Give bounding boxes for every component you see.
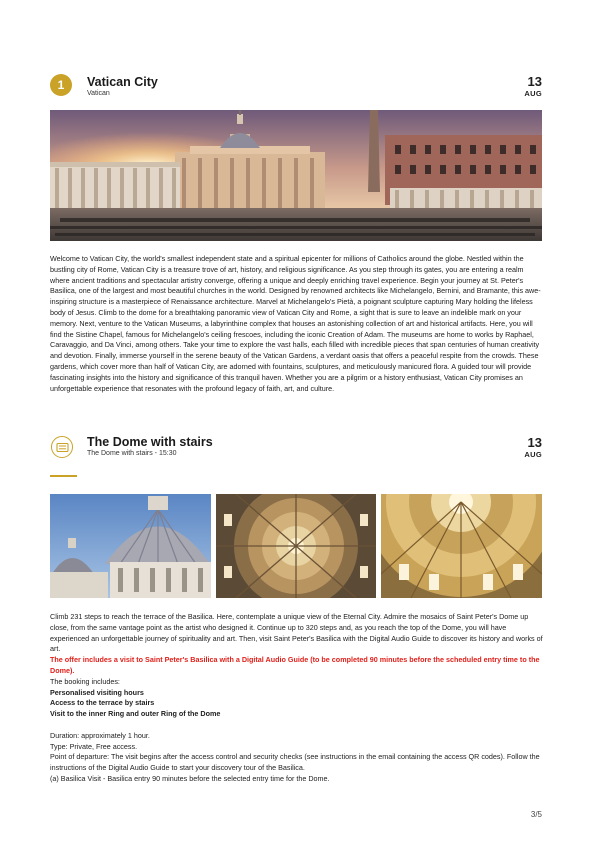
offer-note: The offer includes a visit to Saint Peter's Basilica with a Digital Audio Guide (to be completed 90 minutes before the scheduled entry time to the Dome).	[50, 655, 540, 675]
st-peters-square-photo	[50, 110, 542, 241]
include-item: Access to the terrace by stairs	[50, 698, 155, 708]
includes-label: The booking includes:	[50, 676, 120, 686]
section-number-badge: 1	[50, 74, 72, 96]
section-subtitle: Vatican	[87, 90, 110, 97]
dome-ceiling-photo	[381, 494, 542, 598]
include-item: Personalised visiting hours	[50, 687, 144, 697]
type-text: Type: Private, Free access.	[50, 741, 138, 751]
duration-text: Duration: approximately 1 hour.	[50, 730, 150, 740]
activity-details	[50, 612, 543, 785]
section-title: Vatican City	[87, 75, 158, 89]
date-day: 13	[527, 74, 542, 89]
basilica-note: (a) Basilica Visit - Basilica entry 90 minutes before the selected entry time for the Dome.	[50, 773, 330, 783]
departure-text: Point of departure: The visit begins after the access control and security checks (see instructions in the email containing the access QR codes). Follow the instructions of the Digital Audio Guide to start your discovery tour of the Basilica.	[50, 752, 540, 773]
ticket-icon	[51, 436, 73, 458]
date-month: AUG	[524, 89, 542, 98]
section-description: Welcome to Vatican City, the world's smallest independent state and a spiritual epicenter for millions of Catholics around the globe. Nestled within the bustling city of Rome, Vatican City is a treasure trove of art, history, and religious significance. As you step through its gates, you are entering a realm where ancient traditions and spectacular artistry converge, offering a unique and deeply enriching travel experience. Begin your journey at St. Peter's Basilica, one of the largest and most beautiful churches in the world. Designed by renowned architects like Michelangelo, Bernini, and Bramante, this awe-inspiring structure is a masterpiece of Renaissance architecture. Marvel at Michelangelo's Pietà, a poignant sculpture capturing Mary holding the lifeless body of Jesus. Climb to the dome for a breathtaking panoramic view of Vatican City and Rome, a sight that is sure to leave an indelible mark on your memory. Next, venture to the Vatican Museums, a labyrinthine complex that houses an astonishing collection of art and historical artifacts. Here, you will find the Sistine Chapel, famous for Michelangelo's ceiling frescoes, including the iconic Creation of Adam. The museums are home to works by Raphael, Caravaggio, and Da Vinci, among others. Take your time to explore the vast halls, each filled with incredible pieces that span centuries of human creativity and devotion. Finally, immerse yourself in the serene beauty of the Vatican Gardens, a verdant oasis that offers a peaceful respite from the crowds. These gardens, which cover more than half of Vatican City, are adorned with fountains, sculptures, and meticulously manicured flora. A guided tour will provide fascinating insights into the history and significance of this tranquil haven. Whether you are a pilgrim or a history enthusiast, Vatican City promises an unforgettable experience that resonates with the profound legacy of faith, art, and culture.	[50, 254, 541, 393]
accent-divider	[50, 475, 77, 477]
activity-subtitle: The Dome with stairs - 15:30	[87, 450, 177, 457]
activity-date-month: AUG	[524, 450, 542, 459]
activity-date-day: 13	[527, 435, 542, 450]
page-number: 3/5	[530, 810, 542, 819]
include-item: Visit to the inner Ring and outer Ring of the Dome	[50, 709, 221, 719]
activity-intro: Climb 231 steps to reach the terrace of the Basilica. Here, contemplate a unique view of the Eternal City. Admire the mosaics of Saint Peter's Dome up close, from the same vantage point as the artist who designed it. Continue up to 320 steps and, as you reach the top of the Dome, you will have experienced an unforgettable journey of spirituality and art. Then, visit Saint Peter's Basilica with the Digital Audio Guide to discover its history and works of art.	[50, 612, 543, 654]
dome-exterior-photo	[50, 494, 211, 598]
st-peters-square-illustration	[50, 110, 542, 241]
activity-title: The Dome with stairs	[87, 435, 213, 449]
dome-interior-photo	[216, 494, 376, 598]
